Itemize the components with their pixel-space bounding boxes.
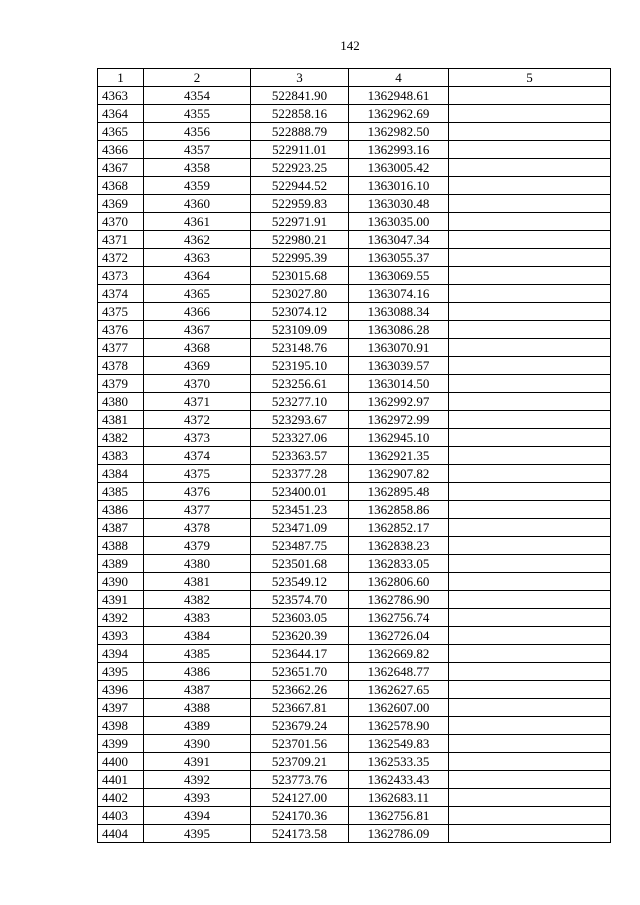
table-cell-col-5 [449, 501, 611, 519]
table-cell-col-5 [449, 537, 611, 555]
table-row [98, 267, 611, 285]
table-row [98, 429, 611, 447]
table-cell-col-4: 1362858.86 [349, 501, 449, 519]
table-cell-col-2: 4382 [144, 591, 251, 609]
table-cell-col-5 [449, 447, 611, 465]
table-cell-col-1: 4385 [98, 483, 144, 501]
table-cell-col-3: 523679.24 [251, 717, 349, 735]
table-cell-col-1: 4395 [98, 663, 144, 681]
coordinates-table [97, 68, 611, 843]
table-row [98, 591, 611, 609]
table-cell-col-5 [449, 357, 611, 375]
table-cell-col-2: 4366 [144, 303, 251, 321]
table-row [98, 753, 611, 771]
table-cell-col-4: 1362756.81 [349, 807, 449, 825]
table-cell-col-3: 523377.28 [251, 465, 349, 483]
table-cell-col-4: 1362962.69 [349, 105, 449, 123]
table-cell-col-4: 1363088.34 [349, 303, 449, 321]
table-cell-col-3: 522923.25 [251, 159, 349, 177]
table-row [98, 375, 611, 393]
table-cell-col-1: 4367 [98, 159, 144, 177]
table-cell-col-2: 4377 [144, 501, 251, 519]
table-cell-col-4: 1362806.60 [349, 573, 449, 591]
table-cell-col-3: 523773.76 [251, 771, 349, 789]
table-cell-col-4: 1362786.09 [349, 825, 449, 843]
table-row [98, 339, 611, 357]
table-row [98, 825, 611, 843]
table-cell-col-1: 4403 [98, 807, 144, 825]
table-cell-col-5 [449, 213, 611, 231]
column-header-2: 2 [144, 69, 251, 87]
table-row [98, 249, 611, 267]
table-cell-col-4: 1362756.74 [349, 609, 449, 627]
table-cell-col-3: 523662.26 [251, 681, 349, 699]
table-row [98, 465, 611, 483]
table-row [98, 303, 611, 321]
table-row [98, 411, 611, 429]
table-row [98, 87, 611, 105]
table-cell-col-5 [449, 267, 611, 285]
table-row [98, 807, 611, 825]
table-cell-col-3: 522911.01 [251, 141, 349, 159]
table-cell-col-5 [449, 375, 611, 393]
table-cell-col-3: 523015.68 [251, 267, 349, 285]
table-cell-col-5 [449, 627, 611, 645]
table-cell-col-5 [449, 285, 611, 303]
table-cell-col-2: 4393 [144, 789, 251, 807]
table-cell-col-4: 1362945.10 [349, 429, 449, 447]
table-cell-col-3: 522888.79 [251, 123, 349, 141]
table-cell-col-3: 523471.09 [251, 519, 349, 537]
table-cell-col-2: 4373 [144, 429, 251, 447]
column-header-3: 3 [251, 69, 349, 87]
table-cell-col-2: 4383 [144, 609, 251, 627]
table-row [98, 195, 611, 213]
table-cell-col-2: 4387 [144, 681, 251, 699]
table-cell-col-5 [449, 681, 611, 699]
table-cell-col-2: 4395 [144, 825, 251, 843]
table-cell-col-2: 4374 [144, 447, 251, 465]
table-body [98, 69, 611, 843]
table-cell-col-3: 523644.17 [251, 645, 349, 663]
table-row [98, 501, 611, 519]
table-row [98, 519, 611, 537]
column-header-5: 5 [449, 69, 611, 87]
table-cell-col-2: 4381 [144, 573, 251, 591]
table-row [98, 483, 611, 501]
table-cell-col-4: 1363074.16 [349, 285, 449, 303]
table-cell-col-1: 4384 [98, 465, 144, 483]
table-row [98, 141, 611, 159]
table-row [98, 105, 611, 123]
table-cell-col-5 [449, 807, 611, 825]
table-cell-col-1: 4372 [98, 249, 144, 267]
table-cell-col-5 [449, 339, 611, 357]
table-cell-col-1: 4397 [98, 699, 144, 717]
table-cell-col-3: 523027.80 [251, 285, 349, 303]
table-cell-col-3: 523651.70 [251, 663, 349, 681]
table-cell-col-5 [449, 123, 611, 141]
table-row [98, 213, 611, 231]
table-cell-col-2: 4371 [144, 393, 251, 411]
table-row [98, 555, 611, 573]
table-cell-col-4: 1363069.55 [349, 267, 449, 285]
table-cell-col-3: 523549.12 [251, 573, 349, 591]
table-cell-col-3: 524170.36 [251, 807, 349, 825]
table-row [98, 789, 611, 807]
table-cell-col-4: 1362972.99 [349, 411, 449, 429]
table-row [98, 681, 611, 699]
table-cell-col-4: 1362578.90 [349, 717, 449, 735]
table-row [98, 771, 611, 789]
table-cell-col-3: 523701.56 [251, 735, 349, 753]
table-row [98, 231, 611, 249]
table-cell-col-2: 4362 [144, 231, 251, 249]
table-cell-col-4: 1362907.82 [349, 465, 449, 483]
table-row [98, 609, 611, 627]
table-row [98, 663, 611, 681]
table-row [98, 159, 611, 177]
table-cell-col-5 [449, 87, 611, 105]
table-cell-col-4: 1362992.97 [349, 393, 449, 411]
table-cell-col-4: 1363070.91 [349, 339, 449, 357]
table-cell-col-4: 1363016.10 [349, 177, 449, 195]
table-row [98, 573, 611, 591]
table-cell-col-1: 4373 [98, 267, 144, 285]
table-cell-col-5 [449, 411, 611, 429]
table-cell-col-5 [449, 105, 611, 123]
table-row [98, 645, 611, 663]
table-cell-col-1: 4399 [98, 735, 144, 753]
table-cell-col-4: 1363039.57 [349, 357, 449, 375]
table-cell-col-3: 523293.67 [251, 411, 349, 429]
table-cell-col-2: 4370 [144, 375, 251, 393]
table-cell-col-1: 4380 [98, 393, 144, 411]
table-cell-col-2: 4386 [144, 663, 251, 681]
table-cell-col-1: 4364 [98, 105, 144, 123]
table-header-row [98, 69, 611, 87]
table-cell-col-3: 524127.00 [251, 789, 349, 807]
table-cell-col-4: 1363035.00 [349, 213, 449, 231]
table-cell-col-4: 1362669.82 [349, 645, 449, 663]
table-cell-col-2: 4356 [144, 123, 251, 141]
table-cell-col-1: 4382 [98, 429, 144, 447]
table-cell-col-1: 4379 [98, 375, 144, 393]
table-row [98, 393, 611, 411]
table-cell-col-3: 523256.61 [251, 375, 349, 393]
table-cell-col-3: 523195.10 [251, 357, 349, 375]
table-cell-col-2: 4389 [144, 717, 251, 735]
table-cell-col-1: 4369 [98, 195, 144, 213]
table-cell-col-2: 4375 [144, 465, 251, 483]
table-cell-col-3: 522995.39 [251, 249, 349, 267]
table-cell-col-1: 4381 [98, 411, 144, 429]
table-cell-col-3: 523074.12 [251, 303, 349, 321]
table-cell-col-5 [449, 753, 611, 771]
table-cell-col-1: 4378 [98, 357, 144, 375]
table-cell-col-4: 1362627.65 [349, 681, 449, 699]
table-cell-col-3: 523487.75 [251, 537, 349, 555]
table-cell-col-5 [449, 465, 611, 483]
table-cell-col-1: 4389 [98, 555, 144, 573]
table-cell-col-2: 4394 [144, 807, 251, 825]
table-row [98, 123, 611, 141]
table-cell-col-2: 4359 [144, 177, 251, 195]
table-row [98, 717, 611, 735]
table-cell-col-2: 4384 [144, 627, 251, 645]
table-row [98, 699, 611, 717]
table-cell-col-5 [449, 321, 611, 339]
table-cell-col-5 [449, 231, 611, 249]
table-cell-col-3: 523501.68 [251, 555, 349, 573]
table-cell-col-3: 523667.81 [251, 699, 349, 717]
table-cell-col-5 [449, 555, 611, 573]
table-cell-col-2: 4372 [144, 411, 251, 429]
table-cell-col-2: 4376 [144, 483, 251, 501]
table-cell-col-3: 523109.09 [251, 321, 349, 339]
table-cell-col-4: 1363055.37 [349, 249, 449, 267]
table-cell-col-3: 522841.90 [251, 87, 349, 105]
table-cell-col-1: 4396 [98, 681, 144, 699]
table-cell-col-5 [449, 645, 611, 663]
table-cell-col-5 [449, 249, 611, 267]
table-cell-col-1: 4377 [98, 339, 144, 357]
table-cell-col-1: 4386 [98, 501, 144, 519]
table-cell-col-4: 1362921.35 [349, 447, 449, 465]
table-cell-col-1: 4391 [98, 591, 144, 609]
table-cell-col-1: 4363 [98, 87, 144, 105]
table-row [98, 357, 611, 375]
table-cell-col-2: 4385 [144, 645, 251, 663]
table-row [98, 537, 611, 555]
table-cell-col-1: 4390 [98, 573, 144, 591]
table-cell-col-5 [449, 699, 611, 717]
table-cell-col-4: 1362607.00 [349, 699, 449, 717]
table-cell-col-3: 523400.01 [251, 483, 349, 501]
table-cell-col-3: 522944.52 [251, 177, 349, 195]
table-cell-col-3: 523148.76 [251, 339, 349, 357]
table-cell-col-5 [449, 591, 611, 609]
table-cell-col-3: 523451.23 [251, 501, 349, 519]
table-cell-col-1: 4376 [98, 321, 144, 339]
table-cell-col-2: 4391 [144, 753, 251, 771]
table-cell-col-4: 1363005.42 [349, 159, 449, 177]
table-cell-col-3: 523363.57 [251, 447, 349, 465]
table-cell-col-3: 523603.05 [251, 609, 349, 627]
table-cell-col-1: 4368 [98, 177, 144, 195]
table-row [98, 321, 611, 339]
table-cell-col-2: 4364 [144, 267, 251, 285]
table-cell-col-5 [449, 771, 611, 789]
table-cell-col-5 [449, 519, 611, 537]
table-cell-col-3: 523277.10 [251, 393, 349, 411]
table-cell-col-1: 4394 [98, 645, 144, 663]
table-cell-col-2: 4380 [144, 555, 251, 573]
table-cell-col-2: 4363 [144, 249, 251, 267]
table-cell-col-1: 4371 [98, 231, 144, 249]
column-header-4: 4 [349, 69, 449, 87]
table-cell-col-4: 1362895.48 [349, 483, 449, 501]
table-row [98, 735, 611, 753]
table-cell-col-2: 4368 [144, 339, 251, 357]
table-cell-col-4: 1363030.48 [349, 195, 449, 213]
table-cell-col-1: 4400 [98, 753, 144, 771]
table-cell-col-4: 1362838.23 [349, 537, 449, 555]
table-cell-col-1: 4398 [98, 717, 144, 735]
table-cell-col-4: 1363014.50 [349, 375, 449, 393]
table-row [98, 177, 611, 195]
table-cell-col-4: 1362683.11 [349, 789, 449, 807]
table-cell-col-3: 523620.39 [251, 627, 349, 645]
table-cell-col-1: 4401 [98, 771, 144, 789]
table-cell-col-4: 1363086.28 [349, 321, 449, 339]
table-cell-col-5 [449, 825, 611, 843]
table-cell-col-5 [449, 483, 611, 501]
table-cell-col-1: 4404 [98, 825, 144, 843]
table-cell-col-2: 4358 [144, 159, 251, 177]
table-cell-col-4: 1362993.16 [349, 141, 449, 159]
table-cell-col-4: 1362433.43 [349, 771, 449, 789]
table-cell-col-3: 522980.21 [251, 231, 349, 249]
table-cell-col-5 [449, 573, 611, 591]
table-cell-col-4: 1362852.17 [349, 519, 449, 537]
table-cell-col-5 [449, 303, 611, 321]
table-cell-col-1: 4366 [98, 141, 144, 159]
table-cell-col-3: 522959.83 [251, 195, 349, 213]
table-cell-col-5 [449, 789, 611, 807]
table-cell-col-3: 522971.91 [251, 213, 349, 231]
table-cell-col-3: 523327.06 [251, 429, 349, 447]
table-cell-col-3: 523574.70 [251, 591, 349, 609]
table-cell-col-5 [449, 141, 611, 159]
table-cell-col-1: 4393 [98, 627, 144, 645]
table-cell-col-4: 1362948.61 [349, 87, 449, 105]
table-cell-col-4: 1362549.83 [349, 735, 449, 753]
table-cell-col-1: 4387 [98, 519, 144, 537]
table-cell-col-1: 4365 [98, 123, 144, 141]
table-cell-col-2: 4379 [144, 537, 251, 555]
table-cell-col-2: 4390 [144, 735, 251, 753]
table-cell-col-1: 4375 [98, 303, 144, 321]
table-cell-col-3: 523709.21 [251, 753, 349, 771]
table-cell-col-2: 4369 [144, 357, 251, 375]
table-cell-col-5 [449, 735, 611, 753]
table-cell-col-3: 524173.58 [251, 825, 349, 843]
table-cell-col-2: 4361 [144, 213, 251, 231]
table-cell-col-1: 4383 [98, 447, 144, 465]
table-cell-col-2: 4365 [144, 285, 251, 303]
table-cell-col-4: 1362833.05 [349, 555, 449, 573]
table-cell-col-2: 4378 [144, 519, 251, 537]
table-cell-col-2: 4360 [144, 195, 251, 213]
table-cell-col-2: 4357 [144, 141, 251, 159]
table-cell-col-1: 4388 [98, 537, 144, 555]
column-header-1: 1 [98, 69, 144, 87]
table-cell-col-5 [449, 159, 611, 177]
table-cell-col-2: 4388 [144, 699, 251, 717]
table-cell-col-5 [449, 195, 611, 213]
table-cell-col-4: 1362648.77 [349, 663, 449, 681]
table-cell-col-2: 4367 [144, 321, 251, 339]
table-cell-col-4: 1362786.90 [349, 591, 449, 609]
table-cell-col-5 [449, 177, 611, 195]
table-cell-col-4: 1363047.34 [349, 231, 449, 249]
table-cell-col-2: 4392 [144, 771, 251, 789]
table-row [98, 627, 611, 645]
table-cell-col-5 [449, 393, 611, 411]
table-cell-col-1: 4402 [98, 789, 144, 807]
table-cell-col-4: 1362726.04 [349, 627, 449, 645]
table-cell-col-5 [449, 429, 611, 447]
table-cell-col-3: 522858.16 [251, 105, 349, 123]
table-cell-col-5 [449, 717, 611, 735]
table-cell-col-2: 4355 [144, 105, 251, 123]
table-cell-col-1: 4374 [98, 285, 144, 303]
page-number: 142 [340, 38, 360, 53]
table-cell-col-1: 4370 [98, 213, 144, 231]
table-cell-col-1: 4392 [98, 609, 144, 627]
table-cell-col-4: 1362533.35 [349, 753, 449, 771]
table-cell-col-5 [449, 663, 611, 681]
table-cell-col-5 [449, 609, 611, 627]
table-cell-col-2: 4354 [144, 87, 251, 105]
table-row [98, 285, 611, 303]
table-cell-col-4: 1362982.50 [349, 123, 449, 141]
table-row [98, 447, 611, 465]
